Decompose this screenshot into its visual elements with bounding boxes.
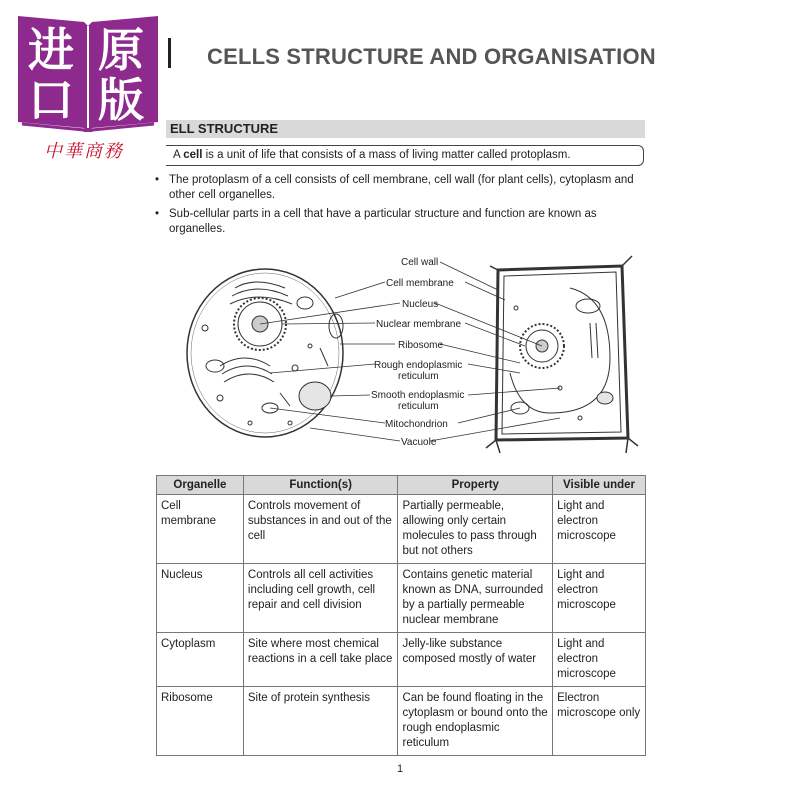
label-smooth-er-line1: Smooth endoplasmic [371, 390, 465, 401]
label-cell-wall: Cell wall [401, 257, 439, 268]
bullet-text: The protoplasm of a cell consists of cell membrane, cell wall (for plant cells), cytoplasm and other cell organelles. [169, 174, 634, 201]
table-row [157, 687, 646, 756]
table-row [157, 633, 646, 687]
label-nucleus: Nucleus [402, 299, 439, 310]
definition-text [173, 149, 571, 161]
table-cell: Controls all cell activities including cell growth, cell repair and cell division [243, 564, 398, 633]
label-smooth-er-line2: reticulum [398, 401, 439, 412]
table-cell: Nucleus [157, 564, 244, 633]
table-cell: Site where most chemical reactions in a cell take place [243, 633, 398, 687]
col-header-functions: Function(s) [243, 476, 398, 495]
definition-rest: is a unit of life that consists of a mass of living matter called protoplasm. [202, 149, 571, 161]
bullet-list [155, 173, 655, 241]
table-cell: Light and electron microscope [553, 495, 646, 564]
label-mitochondrion: Mitochondrion [385, 419, 448, 430]
publisher-name: 中華商務 [44, 141, 124, 162]
col-header-property: Property [398, 476, 553, 495]
label-rough-er-line1: Rough endoplasmic [374, 360, 463, 371]
badge-char-2: 原 [98, 23, 144, 77]
table-cell: Light and electron microscope [553, 564, 646, 633]
badge-char-3: 口 [28, 73, 74, 127]
label-cell-membrane: Cell membrane [386, 278, 454, 289]
table-cell: Jelly-like substance composed mostly of water [398, 633, 553, 687]
badge-char-4: 版 [98, 73, 144, 127]
table-cell: Light and electron microscope [553, 633, 646, 687]
col-header-visible-under: Visible under [553, 476, 646, 495]
table-cell: Ribosome [157, 687, 244, 756]
plant-cell [486, 256, 638, 453]
cell-diagram [160, 248, 640, 458]
animal-cell [187, 269, 343, 437]
table-cell: Site of protein synthesis [243, 687, 398, 756]
table-cell: Electron microscope only [553, 687, 646, 756]
table-cell: Can be found floating in the cytoplasm or bound onto the rough endoplasmic reticulum [398, 687, 553, 756]
badge-char-1: 进 [28, 23, 74, 77]
bullet-item: • The protoplasm of a cell consists of cell membrane, cell wall (for plant cells), cytoplasm and other cell organelles. [155, 174, 634, 201]
table-cell: Controls movement of substances in and out of the cell [243, 495, 398, 564]
heading-bar [168, 38, 171, 68]
table-row [157, 564, 646, 633]
table-header-row [157, 476, 646, 495]
table-cell: Contains genetic material known as DNA, surrounded by a partially permeable nuclear membrane [398, 564, 553, 633]
table-row [157, 495, 646, 564]
organelle-table [156, 475, 646, 756]
bullet-text: Sub-cellular parts in a cell that have a particular structure and function are known as organelles. [169, 208, 597, 235]
label-vacuole: Vacuole [401, 437, 437, 448]
definition-prefix: A [173, 149, 184, 161]
import-original-badge [14, 12, 162, 132]
table-cell: Partially permeable, allowing only certain molecules to pass through but not others [398, 495, 553, 564]
page-number: 1 [397, 763, 404, 775]
section-title: ELL STRUCTURE [170, 121, 279, 136]
label-nuclear-membrane: Nuclear membrane [376, 319, 462, 330]
label-ribosome: Ribosome [398, 340, 444, 351]
definition-term: cell [183, 149, 203, 161]
label-rough-er-line2: reticulum [398, 371, 439, 382]
table-cell: Cytoplasm [157, 633, 244, 687]
page-title: CELLS STRUCTURE AND ORGANISATION [207, 44, 656, 69]
col-header-organelle: Organelle [157, 476, 244, 495]
bullet-item: • Sub-cellular parts in a cell that have a particular structure and function are known as organelles. [155, 208, 597, 235]
table-cell: Cell membrane [157, 495, 244, 564]
